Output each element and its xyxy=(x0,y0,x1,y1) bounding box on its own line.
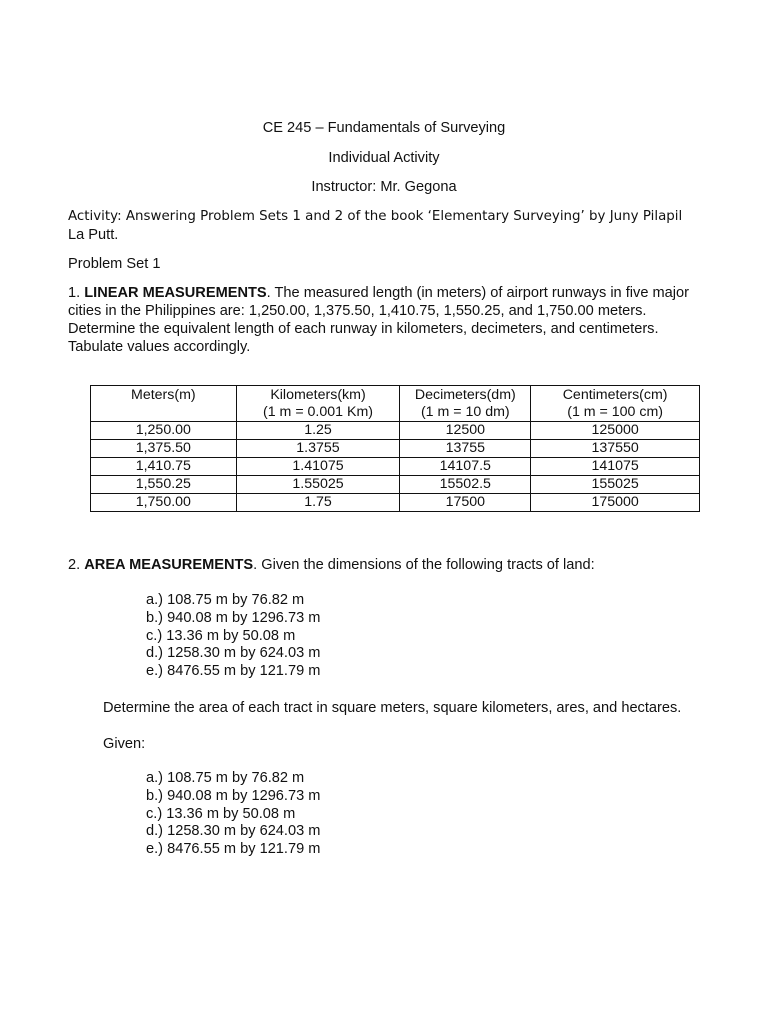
problem-2-number: 2. xyxy=(68,557,85,573)
problem-set-heading: Problem Set 1 xyxy=(68,256,161,272)
header-meters: Meters(m) xyxy=(91,386,237,422)
list-item: c.) 13.36 m by 50.08 m xyxy=(146,805,296,822)
problem-1-number: 1. xyxy=(68,285,85,301)
table-row xyxy=(91,458,700,476)
list-item: d.) 1258.30 m by 624.03 m xyxy=(146,645,321,662)
table-cell: 125000 xyxy=(531,422,700,440)
list-item: c.) 13.36 m by 50.08 m xyxy=(146,627,296,644)
list-item: b.) 940.08 m by 1296.73 m xyxy=(146,787,321,804)
conversion-table xyxy=(90,385,700,512)
table-cell: 13755 xyxy=(400,440,531,458)
table-header-row xyxy=(91,386,700,422)
table-cell: 1.55025 xyxy=(236,476,400,494)
table-cell: 155025 xyxy=(531,476,700,494)
activity-line-1: Activity: Answering Problem Sets 1 and 2 of the book ‘Elementary Surveying’ by Juny Pilapil xyxy=(68,209,683,224)
table-cell: 1,410.75 xyxy=(91,458,237,476)
table-cell: 1,375.50 xyxy=(91,440,237,458)
table-cell: 15502.5 xyxy=(400,476,531,494)
problem-2-instruction: Determine the area of each tract in square meters, square kilometers, ares, and hectares. xyxy=(103,700,682,716)
problem-1 xyxy=(68,284,704,356)
course-title: CE 245 – Fundamentals of Surveying xyxy=(262,120,506,136)
given-list xyxy=(146,769,320,858)
table-cell: 14107.5 xyxy=(400,458,531,476)
activity-type: Individual Activity xyxy=(328,150,440,166)
table-cell: 137550 xyxy=(531,440,700,458)
given-label: Given: xyxy=(103,736,146,752)
table-cell: 1.75 xyxy=(236,494,400,512)
table-cell: 1.41075 xyxy=(236,458,400,476)
table-row xyxy=(91,494,700,512)
table-cell: 1,750.00 xyxy=(91,494,237,512)
list-item: d.) 1258.30 m by 624.03 m xyxy=(146,823,321,840)
problem-2-title: AREA MEASUREMENTS xyxy=(84,557,254,573)
list-item: a.) 108.75 m by 76.82 m xyxy=(146,770,305,786)
list-item: b.) 940.08 m by 1296.73 m xyxy=(146,609,321,626)
list-item: e.) 8476.55 m by 121.79 m xyxy=(146,663,321,680)
table-row xyxy=(91,422,700,440)
header-decimeters: Decimeters(dm) (1 m = 10 dm) xyxy=(400,386,531,422)
table-cell: 17500 xyxy=(400,494,531,512)
table-cell: 175000 xyxy=(531,494,700,512)
problem-2-text: . Given the dimensions of the following tracts of land: xyxy=(253,557,595,573)
table-row xyxy=(91,440,700,458)
problem-2 xyxy=(68,556,704,574)
list-item: a.) 108.75 m by 76.82 m xyxy=(146,592,305,608)
table-cell: 1,550.25 xyxy=(91,476,237,494)
table-row xyxy=(91,476,700,494)
tract-list xyxy=(146,591,320,680)
table-cell: 141075 xyxy=(531,458,700,476)
problem-1-text: . The measured length (in meters) of airport runways in five major cities in the Philippines are: 1,250.00, 1,375.50, 1,410.75, 1,550.25, and 1,750.00 meters. Determine the equivalent length of each runway in kilometers, decimeters, and centimeters. Tabulate values accordingly. xyxy=(68,285,689,355)
problem-1-title: LINEAR MEASUREMENTS xyxy=(84,285,267,301)
table-cell: 1,250.00 xyxy=(91,422,237,440)
table-cell: 1.25 xyxy=(236,422,400,440)
table-cell: 1.3755 xyxy=(236,440,400,458)
list-item: e.) 8476.55 m by 121.79 m xyxy=(146,841,321,858)
header-centimeters: Centimeters(cm) (1 m = 100 cm) xyxy=(531,386,700,422)
table-cell: 12500 xyxy=(400,422,531,440)
activity-line-2: La Putt. xyxy=(68,227,119,243)
header-kilometers: Kilometers(km) (1 m = 0.001 Km) xyxy=(236,386,400,422)
instructor: Instructor: Mr. Gegona xyxy=(311,179,457,195)
